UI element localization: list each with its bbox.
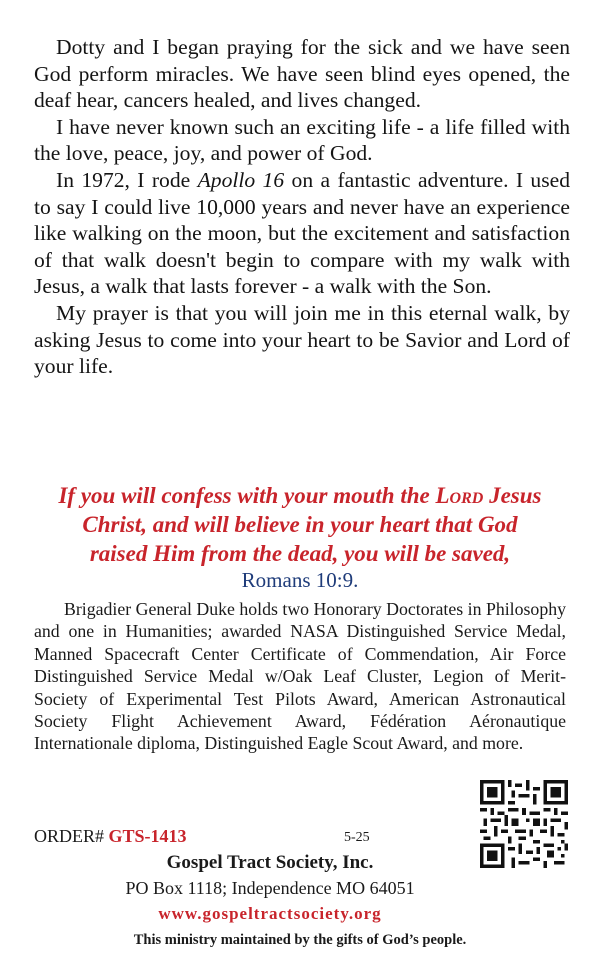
verse-line-3: raised Him from the dead, you will be saved, bbox=[89, 541, 511, 566]
biography-text: Brigadier General Duke holds two Honorary Doctorates in Philosophy and one in Humanities; awarded NASA Distinguished Service Medal, Manned Spacecraft Center Certificate of Commendation, Air Force Distinguished Service Medal w/Oak Leaf Cluster, Legion of Merit-Society of Experimental Test Pilots Award, American Astronautical Society Flight Achievement Award, Fédération Aéronautique Internationale diploma, Distinguished Eagle Scout Award, and more. bbox=[34, 599, 566, 754]
order-number: GTS-1413 bbox=[108, 826, 187, 846]
mailing-address: PO Box 1118; Independence MO 64051 bbox=[125, 878, 415, 898]
paragraph-3-end: on a fantastic adventure. I used to say I could live 10,000 years and never have an experience like walking on the moon, but the excitement and satisfaction of that walk doesn't begin to compare with my walk with Jesus, a walk that lasts forever - a walk with the Son. bbox=[34, 167, 570, 299]
verse-lord: Lord bbox=[435, 483, 484, 508]
mission-name: Apollo 16 bbox=[197, 167, 285, 192]
verse-line-1-end: Jesus bbox=[483, 483, 542, 508]
ministry-note: This ministry maintained by the gifts of God’s people. bbox=[133, 932, 467, 948]
society-name: Gospel Tract Society, Inc. bbox=[166, 852, 374, 873]
paragraph-1: Dotty and I began praying for the sick and we have seen God perform miracles. We have seen blind eyes opened, the deaf hear, cancers healed, and lives changed. bbox=[34, 35, 570, 113]
paragraph-4: My prayer is that you will join me in this eternal walk, by asking Jesus to come into your heart to be Savior and Lord of your life. bbox=[34, 300, 570, 379]
verse-reference: Romans 10:9. bbox=[241, 568, 359, 592]
paragraph-2: I have never known such an exciting life - a life filled with the love, peace, joy, and power of God. bbox=[34, 114, 570, 166]
date-code: 5-25 bbox=[344, 830, 370, 845]
paragraph-3 bbox=[34, 167, 570, 300]
paragraph-3-start: In 1972, I rode bbox=[56, 167, 198, 192]
biography bbox=[34, 598, 566, 755]
website-link[interactable]: www.gospeltractsociety.org bbox=[158, 904, 382, 923]
verse-line-2: Christ, and will believe in your heart that God bbox=[82, 512, 518, 537]
verse-line-1 bbox=[20, 482, 580, 510]
order-number-line bbox=[34, 826, 187, 847]
qr-code-icon bbox=[480, 780, 568, 868]
testimony-text bbox=[34, 34, 570, 380]
order-label: ORDER# bbox=[34, 826, 105, 846]
verse-line-1-start: If you will confess with your mouth the bbox=[58, 483, 436, 508]
